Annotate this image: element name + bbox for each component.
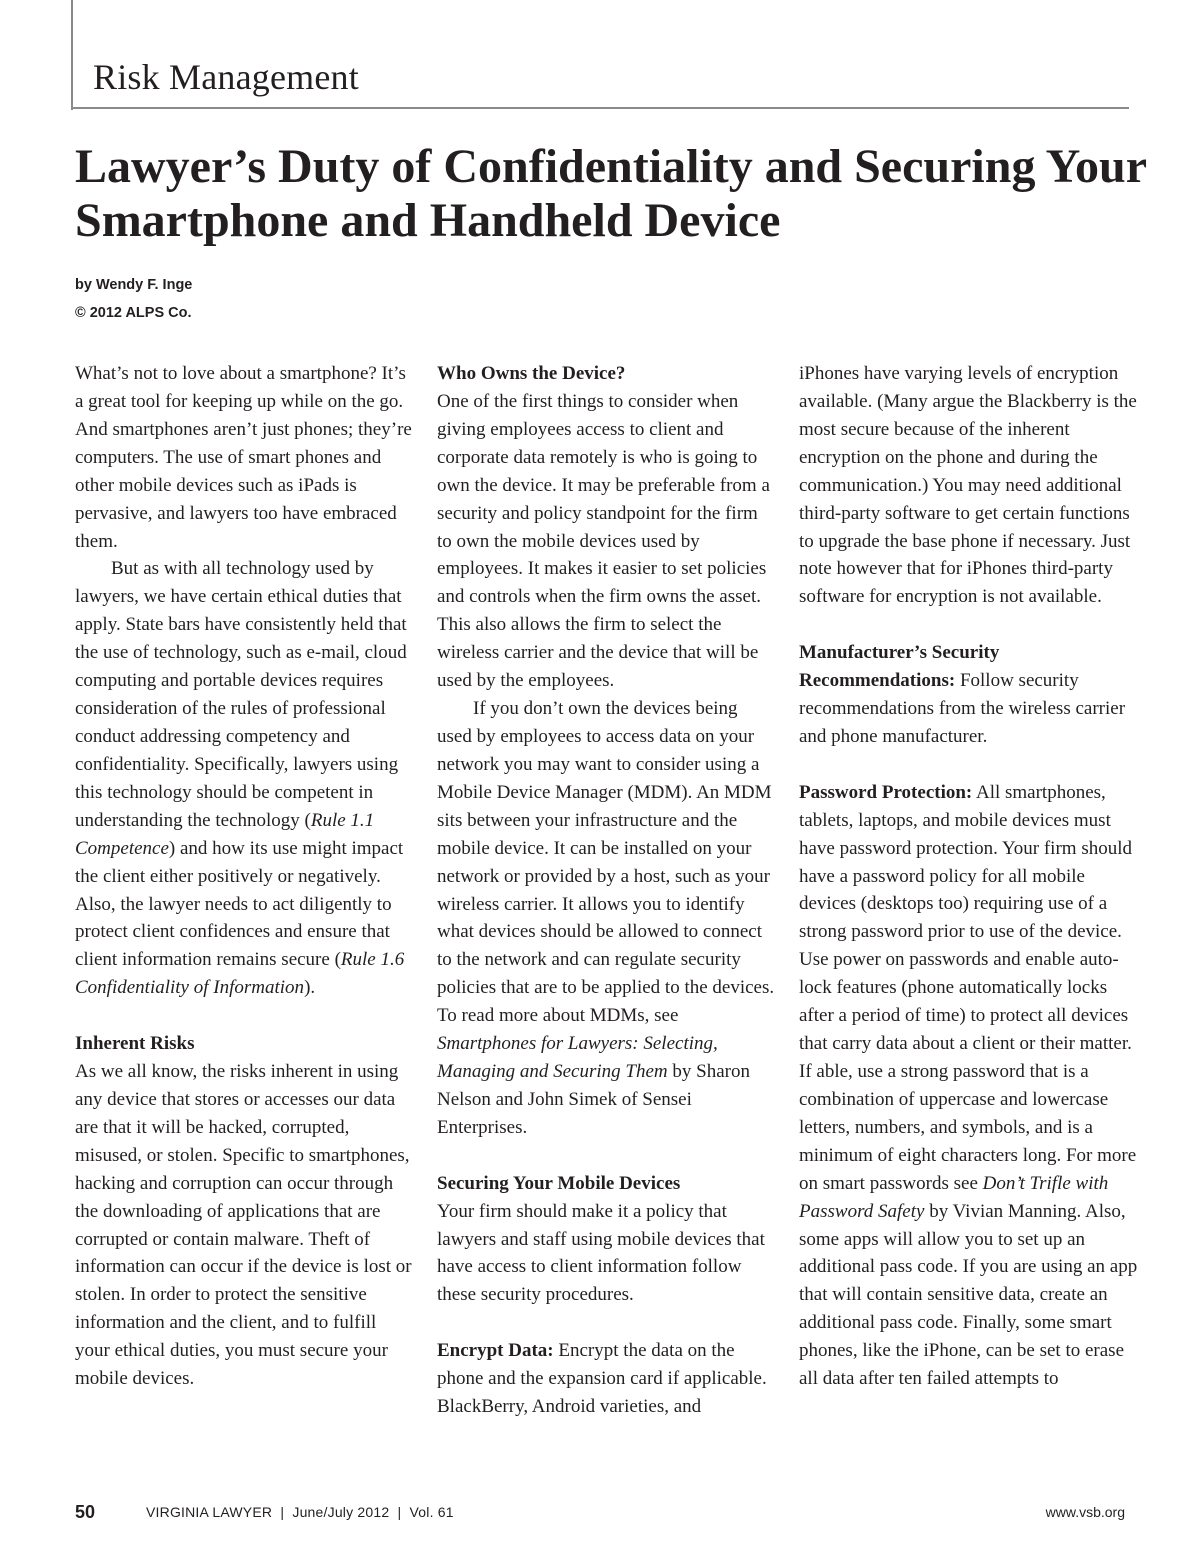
paragraph: Encrypt Data: Encrypt the data on the phone and the expansion card if applicable. BlackBerry, Android varieties, and — [437, 1340, 767, 1418]
column-3 — [799, 360, 1139, 1393]
paragraph: Your firm should make it a policy that lawyers and staff using mobile devices that have access to client information follow these security procedures. — [437, 1200, 765, 1306]
column-1 — [75, 360, 415, 1393]
subheading: Inherent Risks — [75, 1033, 195, 1055]
subheading: Who Owns the Device? — [437, 363, 626, 384]
article-title: Lawyer’s Duty of Confidentiality and Securing Your Smartphone and Handheld Device — [75, 140, 1147, 247]
author-byline: by Wendy F. Inge — [75, 277, 193, 293]
paragraph: iPhones have varying levels of encryption available. (Many argue the Blackberry is the most secure because of the inherent encryption on the phone and during the communication.) You may need additional third-party software to get certain functions to upgrade the base phone if necessary. Just note however that for iPhones third-party software for encryption is not available. — [799, 363, 1137, 608]
byline-block — [75, 271, 192, 327]
book-title: Smartphones for Lawyers: Selecting, Managing and Securing Them — [437, 1033, 718, 1083]
section-label: Risk Management — [93, 57, 359, 97]
run-in-heading: Password Protection: — [799, 781, 973, 803]
run-in-heading: Encrypt Data: — [437, 1340, 554, 1362]
page-number: 50 — [75, 1502, 96, 1522]
paragraph: Manufacturer’s Security Recommendations: Follow security recommendations from the wireless carrier and phone manufacturer. — [799, 642, 1126, 747]
header-horizontal-rule — [71, 107, 1129, 109]
paragraph: As we all know, the risks inherent in using any device that stores or accesses our data are that it will be hacked, corrupted, misused, or stolen. Specific to smartphones, hacking and corruption can occur through the downloading of applications that are corrupted or contain malware. Theft of information can occur if the device is lost or stolen. In order to protect the sensitive information and the client, and to fulfill your ethical duties, you must secure your mobile devices. — [75, 1061, 412, 1390]
rule-citation: Rule 1.6 Confidentiality of Information — [75, 949, 405, 999]
paragraph: If you don’t own the devices being used by employees to access data on your network you may want to consider using a Mobile Device Manager (MDM). An MDM sits between your infrastructure and the mobile device. It can be installed on your network or provided by a host, such as your wireless carrier. It allows you to identify what devices should be allowed to connect to the network and can regulate security policies that are to be applied to the devices. To read more about MDMs, see Smartphones for Lawyers: Selecting, Managing and Securing Them by Sharon Nelson and John Simek of Sensei Enterprises. — [437, 698, 775, 1138]
rule-citation: Rule 1.1 Competence — [75, 809, 375, 859]
copyright-line: © 2012 ALPS Co. — [75, 305, 192, 321]
article-reference: Don’t Trifle with Password Safety — [799, 1172, 1109, 1222]
subheading: Securing Your Mobile Devices — [437, 1172, 681, 1194]
run-in-heading: Manufacturer’s Security Recommendations: — [799, 642, 1000, 692]
paragraph: Password Protection: All smartphones, tablets, laptops, and mobile devices must have password protection. Your firm should have a password policy for all mobile devices (desktops too) requiring use of a strong password prior to use of the device. Use power on passwords and enable auto-lock features (phone automatically locks after a period of time) to protect all devices that carry data about a client or their matter. If able, use a strong password that is a combination of uppercase and lowercase letters, numbers, and symbols, and is a minimum of eight characters long. For more on smart passwords see Don’t Trifle with Password Safety by Vivian Manning. Also, some apps will allow you to set up an additional pass code. If you are using an app that will contain sensitive data, create an additional pass code. Finally, some smart phones, like the iPhone, can be set to erase all data after ten failed attempts to — [799, 781, 1138, 1390]
column-2 — [437, 360, 777, 1421]
header-vertical-rule — [71, 0, 73, 110]
paragraph: What’s not to love about a smartphone? It’s a great tool for keeping up while on the go. And smartphones aren’t just phones; they’re computers. The use of smart phones and other mobile devices such as iPads is pervasive, and lawyers too have embraced them. — [75, 363, 412, 552]
paragraph: One of the first things to consider when giving employees access to client and corporate data remotely is who is going to own the device. It may be preferable from a security and policy standpoint for the firm to own the mobile devices used by employees. It makes it easier to set policies and controls when the firm owns the asset. This also allows the firm to select the wireless carrier and the device that will be used by the employees. — [437, 390, 770, 692]
paragraph: But as with all technology used by lawyers, we have certain ethical duties that apply. State bars have consistently held that the use of technology, such as e-mail, cloud computing and portable devices requires consideration of the rules of professional conduct addressing competency and confidentiality. Specifically, lawyers using this technology should be competent in understanding the technology (Rule 1.1 Competence) and how its use might impact the client either positively or negatively. Also, the lawyer needs to act diligently to protect client confidences and ensure that client information remains secure (Rule 1.6 Confidentiality of Information). — [75, 558, 407, 999]
publication-info: VIRGINIA LAWYER | June/July 2012 | Vol. 61 — [146, 1504, 454, 1520]
page-footer — [0, 1502, 1200, 1526]
website-link[interactable]: www.vsb.org — [1045, 1504, 1125, 1520]
